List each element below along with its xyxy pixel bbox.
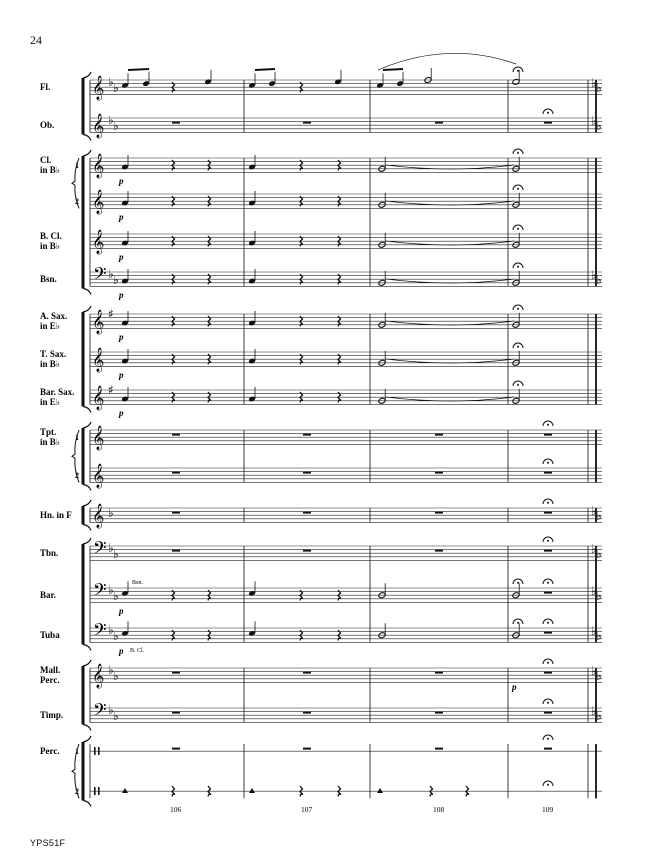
whole-rest [303,712,311,714]
treble-clef-icon: 𝄞 [92,347,105,372]
flat-icon: ♭ [108,113,114,127]
flat-icon: ♭ [113,119,119,133]
whole-rest [435,472,443,474]
fermata-icon [547,112,549,114]
flat-icon: ♭ [596,709,602,723]
percussion-clef-icon [94,747,96,755]
treble-clef-icon: 𝄞 [92,229,105,254]
whole-rest [303,550,311,552]
staff-number: 2 [75,471,79,481]
tie [386,359,514,363]
whole-rest [544,632,552,634]
percussion-note [122,788,128,793]
fermata-icon [517,346,519,348]
tie [386,165,514,169]
flat-icon: ♭ [596,119,602,133]
whole-rest [435,512,443,514]
treble-clef-icon: 𝄞 [92,425,105,450]
beam [255,69,275,70]
whole-rest [544,672,552,674]
flat-icon: ♭ [113,81,119,95]
instrument-label: Bar. Sax. [40,387,75,398]
flat-icon: ♭ [591,268,597,282]
percussion-clef-icon [98,787,100,795]
flat-icon: ♭ [108,75,114,89]
dynamic-mark-p: p [119,252,124,262]
instrument-label: Timp. [40,710,64,721]
percussion-clef-icon [94,787,96,795]
whole-rest [303,512,311,514]
flat-icon: ♭ [591,114,597,128]
instrument-label: Tuba [40,630,60,641]
flat-icon: ♭ [596,629,602,643]
flat-icon: ♭ [108,623,114,637]
flat-icon: ♭ [596,273,602,287]
whole-rest [544,592,552,594]
group-bracket [83,736,91,742]
flat-icon: ♭ [113,709,119,723]
flat-icon: ♭ [591,504,597,518]
percussion-note [377,788,383,793]
instrument-label: Bsn. [40,274,57,285]
flat-icon: ♭ [108,583,114,597]
fermata-icon [547,784,549,786]
whole-rest [303,672,311,674]
treble-clef-icon: 𝄞 [92,503,105,528]
tie [386,321,514,325]
beam [128,69,149,70]
treble-clef-icon: 𝄞 [92,309,105,334]
flat-icon: ♭ [113,589,119,603]
staff-number: 2 [75,787,79,797]
instrument-label: in B♭ [40,359,61,370]
fermata-icon [547,424,549,426]
fermata-icon [517,384,519,386]
fermata-icon [547,702,549,704]
instrument-label: in E♭ [40,397,61,408]
fermata-icon [517,582,519,584]
whole-rest [172,512,180,514]
dynamic-mark-p: p [119,606,124,616]
whole-rest [544,550,552,552]
group-bracket [83,538,91,544]
treble-clef-icon: 𝄞 [92,663,105,688]
flat-icon: ♭ [113,547,119,561]
beam [383,69,403,70]
treble-clef-icon: 𝄞 [92,153,105,178]
flat-icon: ♭ [113,669,119,683]
percussion-clef-icon [98,747,100,755]
flat-icon: ♭ [596,81,602,95]
whole-rest [303,434,311,436]
bass-clef-icon: 𝄢 [93,700,107,724]
staff-number: 1 [75,747,79,757]
group-bracket [83,288,91,294]
tie [386,241,514,245]
slur [378,53,516,70]
fermata-icon [547,540,549,542]
instrument-label: in B♭ [40,437,61,448]
staff-number: 2 [75,197,79,207]
instrument-label: Mall. [40,665,61,676]
group-bracket [83,406,91,412]
flat-icon: ♭ [108,267,114,281]
treble-clef-icon: 𝄞 [92,385,105,410]
instrument-label: Fl. [40,82,51,93]
dynamic-mark-p: p [512,682,517,692]
flat-icon: ♭ [591,542,597,556]
group-bracket [83,660,91,666]
flat-icon: ♭ [591,76,597,90]
flat-icon: ♭ [108,506,114,520]
measure-number: 106 [170,805,182,814]
group-bracket [83,306,91,312]
whole-rest [303,122,311,124]
dynamic-mark-p: p [119,370,124,380]
whole-rest [303,748,311,750]
whole-rest [172,122,180,124]
flat-icon: ♭ [596,547,602,561]
group-bracket [83,644,91,650]
bass-clef-icon: 𝄢 [93,264,107,288]
whole-rest [435,712,443,714]
whole-rest [172,672,180,674]
tie [386,397,514,401]
flat-icon: ♭ [591,664,597,678]
dynamic-mark-p: p [119,646,124,656]
dynamic-mark-p: p [119,212,124,222]
fermata-icon [547,738,549,740]
treble-clef-icon: 𝄞 [92,113,105,138]
fermata-icon [547,462,549,464]
instrument-label: Cl. [40,155,52,166]
measure-number: 108 [433,805,445,814]
fermata-icon [517,188,519,190]
whole-rest [172,472,180,474]
page-number: 24 [30,33,42,47]
whole-rest [544,748,552,750]
instrument-label: in E♭ [40,321,61,332]
whole-rest [172,748,180,750]
treble-clef-icon: 𝄞 [92,75,105,100]
flat-icon: ♭ [591,584,597,598]
sharp-icon: ♯ [108,383,114,397]
dynamic-mark-p: p [119,332,124,342]
bass-clef-icon: 𝄢 [93,620,107,644]
instrument-label: Tpt. [40,427,57,438]
fermata-icon [517,308,519,310]
treble-clef-icon: 𝄞 [92,463,105,488]
dynamic-mark-p: p [119,408,124,418]
bass-clef-icon: 𝄢 [93,580,107,604]
group-bracket [83,524,91,530]
group-bracket [83,72,91,78]
measure-number: 109 [542,805,554,814]
fermata-icon [547,622,549,624]
whole-rest [435,748,443,750]
instrument-label: B. Cl. [40,231,62,242]
group-bracket [83,800,91,806]
whole-rest [544,512,552,514]
flat-icon: ♭ [596,509,602,523]
cue-label: B. Cl. [130,648,145,654]
fermata-icon [547,582,549,584]
whole-rest [172,434,180,436]
whole-rest [435,550,443,552]
instrument-label: in B♭ [40,165,61,176]
group-bracket [83,422,91,428]
tie [386,279,514,283]
instrument-label: Bar. [40,590,56,601]
staff-number: 1 [75,161,79,171]
cue-label: Bsn. [132,580,143,586]
group-bracket [83,500,91,506]
fermata-icon [517,228,519,230]
whole-rest [544,434,552,436]
group-bracket [83,150,91,156]
dynamic-mark-p: p [119,290,124,300]
measure-number: 107 [301,805,313,814]
instrument-label: Perc. [40,746,60,757]
flat-icon: ♭ [591,704,597,718]
whole-rest [435,434,443,436]
whole-rest [172,550,180,552]
bass-clef-icon: 𝄢 [93,538,107,562]
flat-icon: ♭ [108,703,114,717]
sharp-icon: ♯ [108,307,114,321]
treble-clef-icon: 𝄞 [92,189,105,214]
dynamic-mark-p: p [119,176,124,186]
fermata-icon [547,662,549,664]
flat-icon: ♭ [108,663,114,677]
whole-rest [435,672,443,674]
flat-icon: ♭ [591,624,597,638]
whole-rest [544,122,552,124]
instrument-label: Perc. [40,675,60,686]
tie [386,201,514,205]
instrument-label: Tbn. [40,548,59,559]
fermata-icon [517,622,519,624]
whole-rest [435,122,443,124]
whole-rest [544,472,552,474]
fermata-icon [547,502,549,504]
whole-rest [303,472,311,474]
instrument-label: Ob. [40,120,55,131]
group-bracket [83,134,91,140]
percussion-note [249,788,255,793]
fermata-icon [517,152,519,154]
instrument-label: T. Sax. [40,349,67,360]
group-bracket [83,724,91,730]
flat-icon: ♭ [596,589,602,603]
flat-icon: ♭ [113,273,119,287]
fermata-icon [517,266,519,268]
footer-code: YPS51F [30,838,66,848]
staff-number: 1 [75,433,79,443]
instrument-label: Hn. in F [40,510,72,521]
flat-icon: ♭ [108,541,114,555]
fermata-icon [517,70,519,72]
group-bracket [83,484,91,490]
whole-rest [172,712,180,714]
whole-rest [544,712,552,714]
flat-icon: ♭ [596,669,602,683]
flat-icon: ♭ [113,629,119,643]
instrument-label: A. Sax. [40,311,68,322]
instrument-label: in B♭ [40,241,61,252]
